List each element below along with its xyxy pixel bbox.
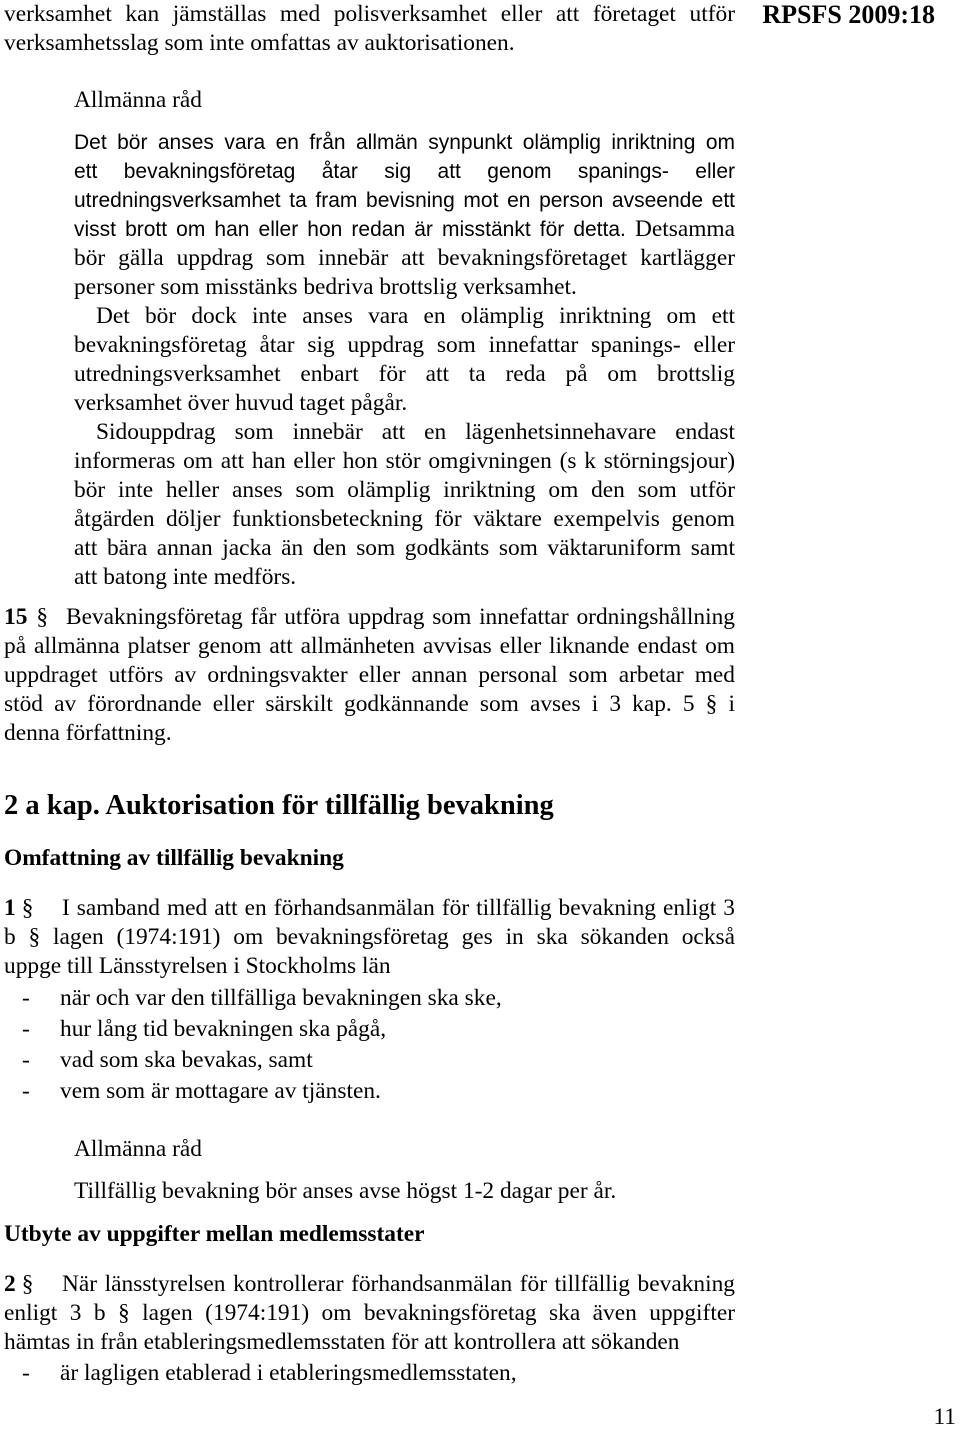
text-line: på allmänna platser genom att allmänheten avvisas eller liknande endast om	[4, 633, 735, 659]
text-line: personer som misstänks bedriva brottslig verksamhet.	[74, 274, 577, 300]
text-line	[4, 1270, 735, 1299]
section-number: 2	[4, 1271, 16, 1297]
section-sign: §	[21, 895, 34, 921]
section-sign: §	[36, 604, 49, 630]
text-line	[74, 215, 735, 244]
section-number: 1	[4, 895, 16, 921]
text-line: enligt 3 b § lagen (1974:191) om bevakningsföretag ska även uppgifter	[4, 1300, 735, 1326]
text-line: Det bör anses vara en från allmän synpunkt olämplig inriktning om	[74, 131, 735, 154]
text-line: informeras om att han eller hon stör omgivningen (s k störningsjour)	[74, 448, 735, 474]
page-number: 11	[933, 1404, 956, 1430]
section-number: 15	[4, 604, 28, 630]
bullet-list	[0, 1358, 735, 1389]
list-item-text: hur lång tid bevakningen ska pågå,	[60, 1016, 387, 1042]
list-item	[0, 1076, 735, 1107]
text-line: bevakningsföretag åtar sig uppdrag som innefattar spanings- eller	[74, 332, 735, 358]
section-marker	[4, 603, 66, 632]
list-marker: -	[22, 1078, 30, 1104]
chapter-heading: 2 a kap. Auktorisation för tillfällig bevakning	[4, 790, 554, 821]
list-item	[0, 1014, 735, 1045]
text-line: uppge till Länsstyrelsen i Stockholms län	[4, 953, 391, 979]
text-line: uppdraget utförs av ordningsvakter eller annan personal som arbetar med	[4, 662, 735, 688]
section-marker	[4, 894, 62, 923]
subheading: Omfattning av tillfällig bevakning	[4, 845, 344, 871]
subheading: Utbyte av uppgifter mellan medlemsstater	[4, 1221, 425, 1247]
advice-text: Tillfällig bevakning bör anses avse högst 1-2 dagar per år.	[74, 1178, 617, 1204]
text-line: åtgärden döljer funktionsbeteckning för väktare exempelvis genom	[74, 506, 735, 532]
section-sign: §	[21, 1271, 34, 1297]
bullet-list	[0, 983, 735, 1107]
list-marker: -	[22, 1360, 30, 1386]
text-line: utredningsverksamhet ta fram bevisning mot en person avseende ett	[74, 189, 735, 212]
text-segment: visst brott om han eller hon redan är misstänkt för detta.	[74, 218, 626, 241]
document-id: RPSFS 2009:18	[762, 0, 935, 29]
advice-label: Allmänna råd	[74, 1136, 202, 1162]
section-marker	[4, 1270, 62, 1299]
text-line: att bära annan jacka än den som godkänts som väktaruniform samt	[74, 535, 735, 561]
text-line: verksamhet över huvud taget pågår.	[74, 390, 408, 416]
section-1	[4, 894, 735, 981]
text-line: Sidouppdrag som innebär att en lägenhetsinnehavare endast	[96, 419, 735, 445]
text-line: bör inte heller anses som olämplig inriktning om den som utför	[74, 477, 735, 503]
text-line: stöd av förordnande eller särskilt godkännande som avses i 3 kap. 5 § i	[4, 691, 735, 717]
advice-text	[74, 128, 735, 592]
text-line	[4, 894, 735, 923]
text-line: Det bör dock inte anses vara en olämplig inriktning om ett	[96, 303, 735, 329]
text-line: verksamhetsslag som inte omfattas av auktorisationen.	[4, 30, 515, 56]
text-segment: Detsamma	[634, 216, 735, 242]
list-item-text: är lagligen etablerad i etableringsmedlemsstaten,	[60, 1360, 517, 1386]
list-marker: -	[22, 1047, 30, 1073]
list-marker: -	[22, 985, 30, 1011]
text-line: ett bevakningsföretag åtar sig att genom spanings- eller	[74, 160, 735, 183]
text-line	[4, 603, 735, 632]
text-line: hämtas in från etableringsmedlemsstaten för att kontrollera att sökanden	[4, 1329, 680, 1355]
text-line: bör gälla uppdrag som innebär att bevakningsföretaget kartlägger	[74, 245, 735, 271]
text-line: verksamhet kan jämställas med polisverksamhet eller att företaget utför	[4, 1, 735, 27]
text-segment: Bevakningsföretag får utföra uppdrag som innefattar ordningshållning	[66, 604, 735, 630]
section-15	[4, 603, 735, 748]
text-line: att batong inte medförs.	[74, 564, 297, 590]
text-segment: I samband med att en förhandsanmälan för tillfällig bevakning enligt 3	[62, 895, 735, 921]
list-item	[0, 1358, 735, 1389]
list-item	[0, 983, 735, 1014]
list-item-text: vad som ska bevakas, samt	[60, 1047, 313, 1073]
list-item	[0, 1045, 735, 1076]
text-line: denna författning.	[4, 720, 172, 746]
text-segment: När länsstyrelsen kontrollerar förhandsanmälan för tillfällig bevakning	[62, 1271, 735, 1297]
text-line: utredningsverksamhet enbart för att ta reda på om brottslig	[74, 361, 735, 387]
list-item-text: när och var den tillfälliga bevakningen ska ske,	[60, 985, 502, 1011]
section-2	[4, 1270, 735, 1357]
continuation-text	[4, 0, 735, 58]
text-line: b § lagen (1974:191) om bevakningsföretag ges in ska sökanden också	[4, 924, 735, 950]
list-item-text: vem som är mottagare av tjänsten.	[60, 1078, 381, 1104]
list-marker: -	[22, 1016, 30, 1042]
advice-label: Allmänna råd	[74, 87, 202, 113]
